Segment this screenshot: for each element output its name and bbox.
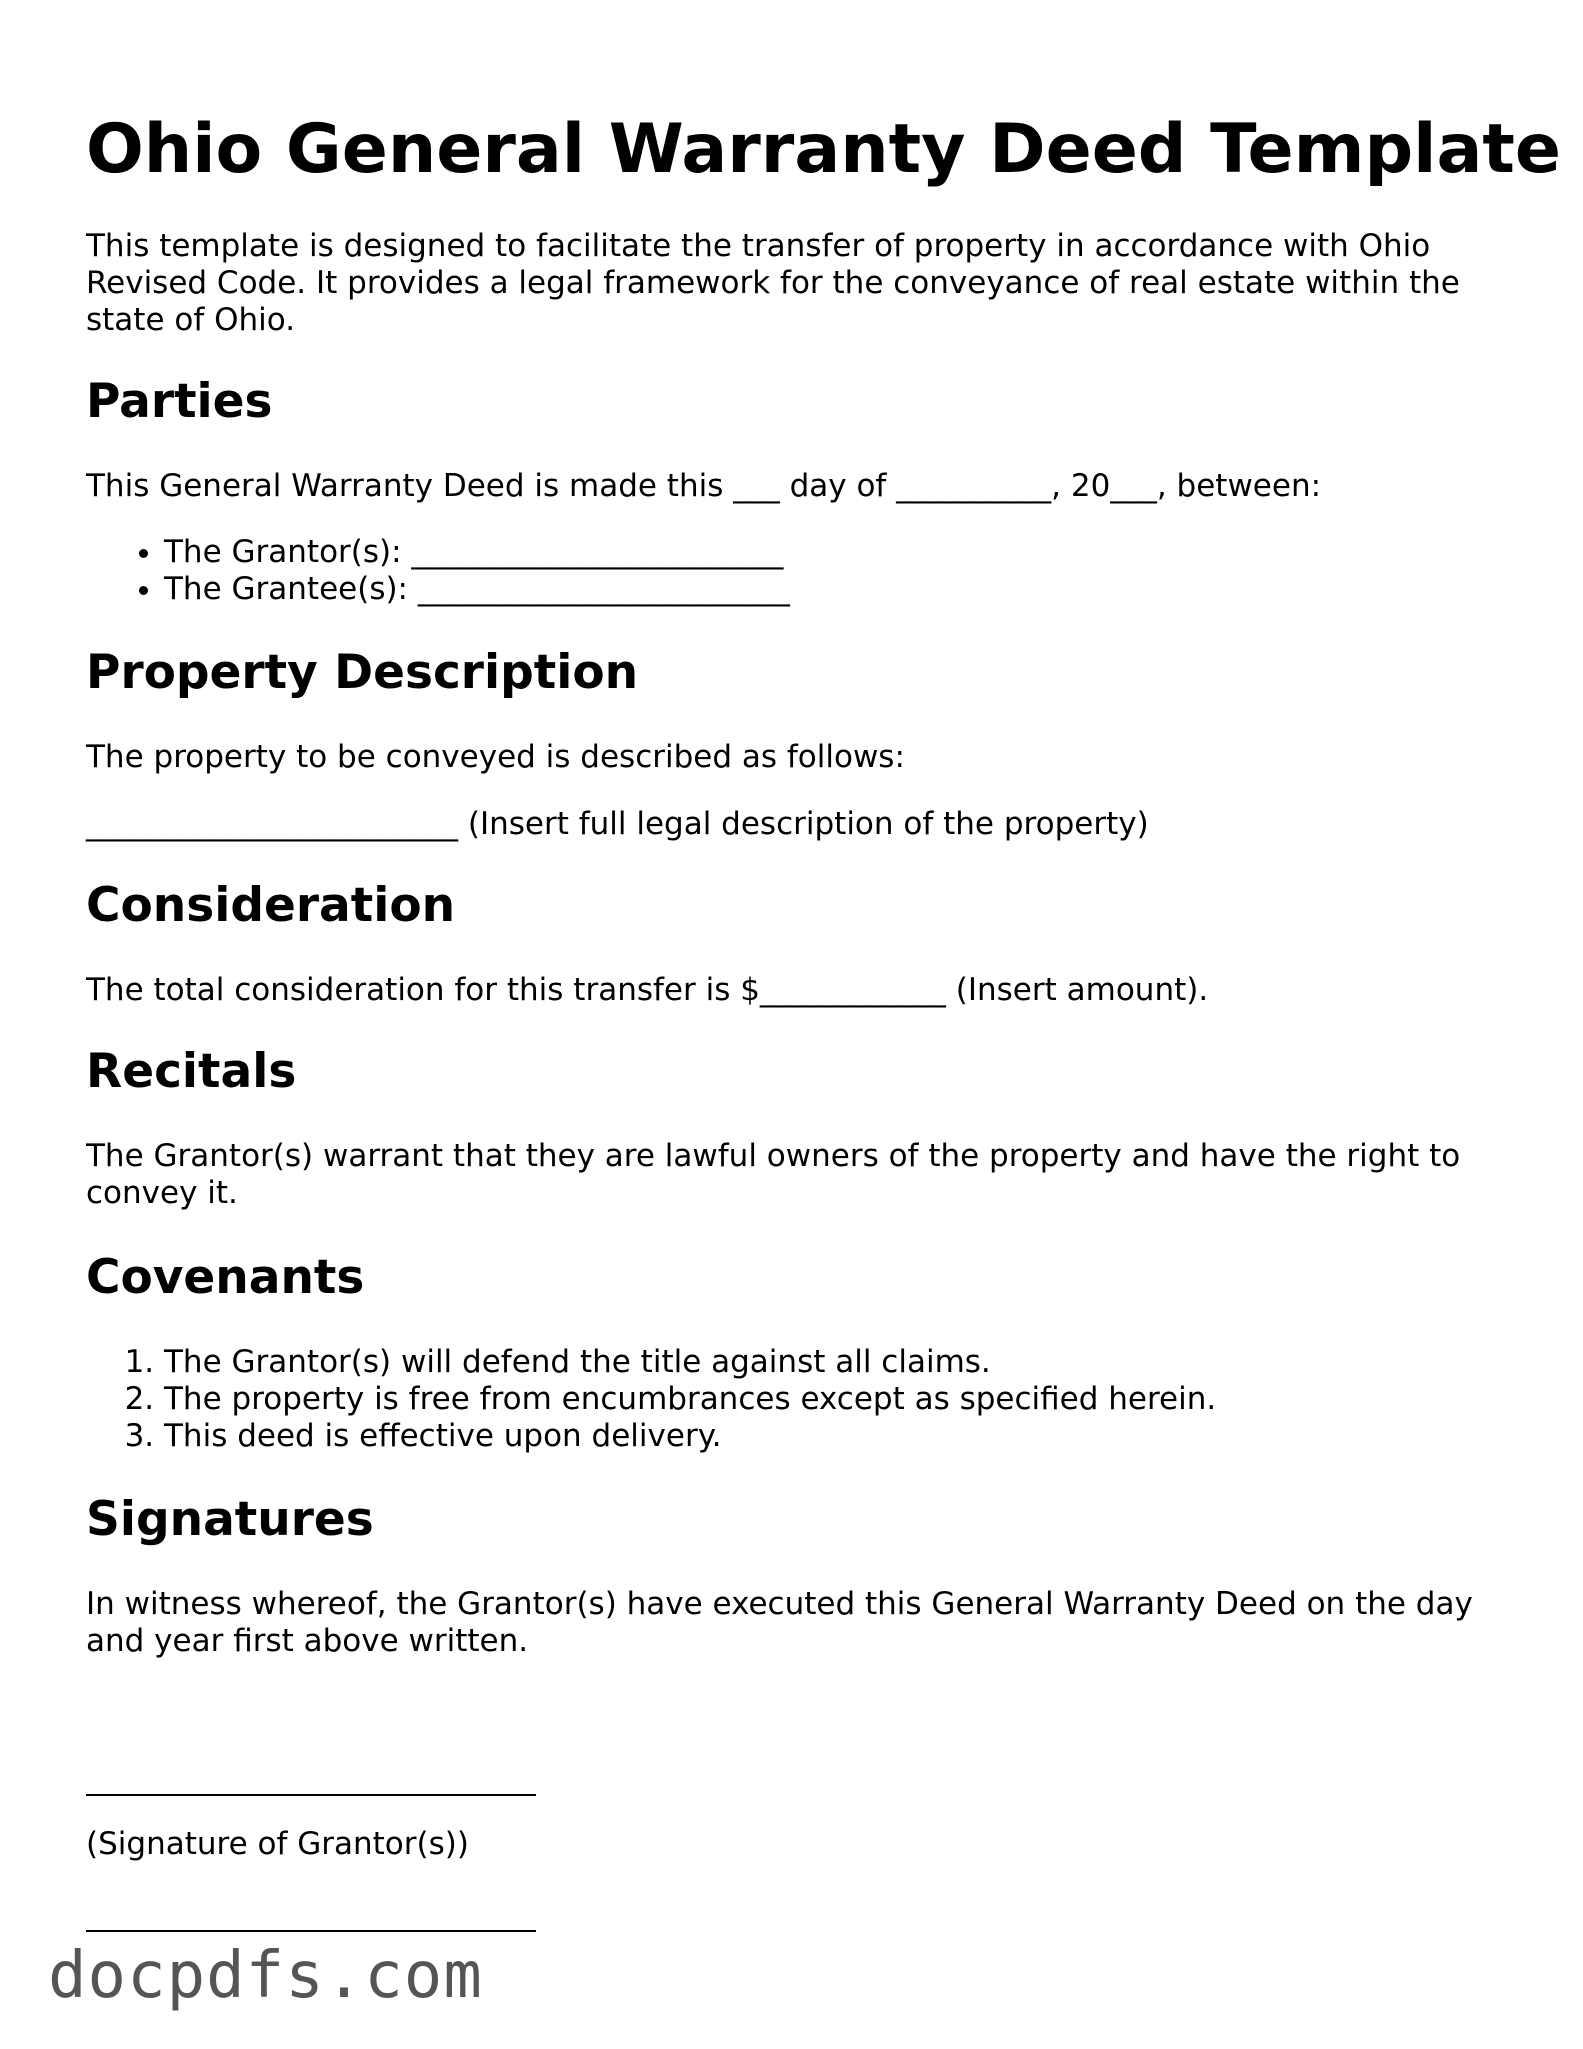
list-item-grantor: • The Grantor(s): ________________________ xyxy=(164,534,790,571)
list-item: 3. This deed is effective upon delivery. xyxy=(164,1418,1216,1455)
page-title: Ohio General Warranty Deed Template xyxy=(86,110,1561,189)
covenants-list xyxy=(86,1344,1216,1455)
signatures-text: In witness whereof, the Grantor(s) have executed this General Warranty Deed on the day and year first above written. xyxy=(86,1586,1473,1659)
property-heading: Property Description xyxy=(86,645,639,700)
recitals-text: The Grantor(s) warrant that they are lawful owners of the property and have the right to convey it. xyxy=(86,1138,1461,1211)
watermark-logo: docpdfs.com xyxy=(48,1939,483,2013)
property-description-line: ________________________ (Insert full legal description of the property) xyxy=(86,806,1149,842)
intro-paragraph: This template is designed to facilitate the transfer of property in accordance with Ohio Revised Code. It provides a legal framework for the conveyance of real estate within the state of Ohio. xyxy=(86,228,1460,338)
grantor-signature-line xyxy=(86,1794,536,1796)
parties-list xyxy=(86,534,790,608)
list-item: 2. The property is free from encumbrances except as specified herein. xyxy=(164,1381,1216,1418)
parties-text: This General Warranty Deed is made this ___ day of __________, 20___, between: xyxy=(86,468,1322,504)
second-signature-line xyxy=(86,1930,536,1932)
recitals-heading: Recitals xyxy=(86,1044,297,1099)
list-item: 1. The Grantor(s) will defend the title against all claims. xyxy=(164,1344,1216,1381)
consideration-heading: Consideration xyxy=(86,878,456,933)
parties-heading: Parties xyxy=(86,374,273,429)
grantor-signature-label: (Signature of Grantor(s)) xyxy=(86,1826,469,1862)
signatures-heading: Signatures xyxy=(86,1492,374,1547)
consideration-text: The total consideration for this transfer is $____________ (Insert amount). xyxy=(86,972,1209,1008)
property-text: The property to be conveyed is described as follows: xyxy=(86,739,905,775)
covenants-heading: Covenants xyxy=(86,1250,365,1305)
list-item-grantee: • The Grantee(s): ________________________ xyxy=(164,571,790,608)
